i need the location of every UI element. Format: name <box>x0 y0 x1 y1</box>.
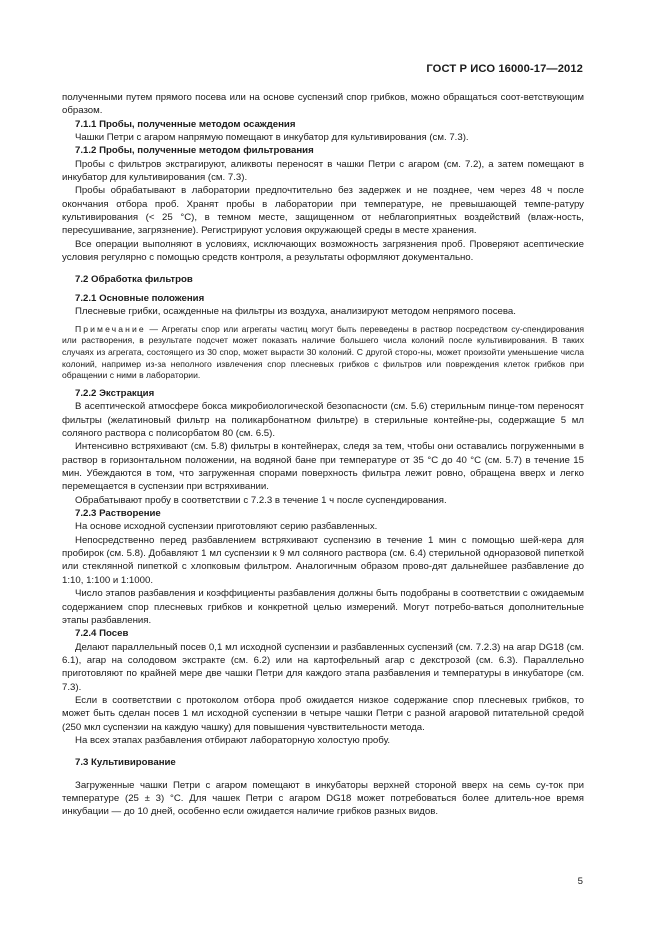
spacer <box>62 264 584 273</box>
note-text: — Агрегаты спор или агрегаты частиц могут быть переведены в раствор посредством су-спендирования или растворения, в результате подсчет может показать наличие большего числа колоний после культивирования. В таких случаях из агрегата, состоящего из 30 спор, может вырасти 30 колоний. С другой сторо-ны, может произойти уменьшение числа колоний, например из-за неполного извлечения спор плесневых грибков с фильтров или повреждения клеток грибков при обращении с ними в лаборатории. <box>62 323 584 381</box>
body-paragraph: Загруженные чашки Петри с агаром помещают в инкубаторы верхней стороной вверх на семь су-ток при температуре (25 ± 3) °С. Для чашек Петри с агаром DG18 может потребоваться более длитель-ное время инкубации — до 10 дней, особенно если ожидается наличие грибков разных видов. <box>62 779 584 818</box>
body-paragraph: Делают параллельный посев 0,1 мл исходной суспензии и разбавленных суспензий (см. 7.2.3) на агар DG18 (см. 6.1), агар на солодовом экстракте (см. 6.2) или на картофельный агар с декстрозой (см. 6.3). Параллельно приготовляют по крайней мере две чашки Петри для каждого этапа разбавления и температуры в инкубаторе (см. 7.3). <box>62 641 584 693</box>
body-paragraph: Обрабатывают пробу в соответствии с 7.2.3 в течение 1 ч после суспендирования. <box>75 494 447 506</box>
body-paragraph: Непосредственно перед разбавлением встряхивают суспензию в течение 1 мин с помощью шей-кера для пробирок (см. 5.8). Добавляют 1 мл суспензии к 9 мл соляного раствора (см. 6.4) стерильной одноразовой пипеткой или стеклянной пипеткой с хлопковым фильтром. Аналогичным образом прово-дят дальнейшее разбавление до 1:10, 1:100 и 1:1000. <box>62 534 584 586</box>
standard-header: ГОСТ Р ИСО 16000-17—2012 <box>426 63 583 75</box>
section-heading: 7.2 Обработка фильтров <box>75 274 193 286</box>
section-heading: 7.2.4 Посев <box>75 628 129 640</box>
body-paragraph: полученными путем прямого посева или на основе суспензий спор грибков, можно обращаться соот-ветствующим образом. <box>62 92 584 117</box>
body-paragraph: Если в соответствии с протоколом отбора проб ожидается низкое содержание спор плесневых грибков, то может быть сделан посев 1 мл исходной суспензии в четыре чашки Петри с разной агаровой питательной средой (250 мкл суспензии на каждую чашку) для повышения чувствительности метода. <box>62 694 584 733</box>
spacer <box>62 770 584 779</box>
page-number: 5 <box>577 876 583 887</box>
body-paragraph: Пробы с фильтров экстрагируют, аликвоты переносят в чашки Петри с агаром (см. 7.2), а затем помещают в инкубатор для культивирования (см. 7.3). <box>62 158 584 184</box>
body-paragraph: На всех этапах разбавления отбирают лабораторную холостую пробу. <box>75 734 391 746</box>
body-paragraph: Плесневые грибки, осажденные на фильтры из воздуха, анализируют методом непрямого посева. <box>75 306 516 318</box>
body-paragraph: Чашки Петри с агаром напрямую помещают в инкубатор для культивирования (см. 7.3). <box>75 132 469 144</box>
note-label: Примечание <box>75 323 146 334</box>
section-heading: 7.2.2 Экстракция <box>75 388 155 400</box>
document-body <box>62 91 584 819</box>
section-heading: 7.2.1 Основные положения <box>75 292 205 304</box>
note-paragraph <box>62 324 584 383</box>
body-paragraph: В асептической атмосфере бокса микробиологической безопасности (см. 5.6) стерильным пинце-том переносят фильтры (желатиновый фильтр на поликарбонатном фильтре) в стерильные контейне-ры, содержащие 5 мл соляного раствора с полисорбатом 80 (см. 6.5). <box>62 401 584 440</box>
body-paragraph: Интенсивно встряхивают (см. 5.8) фильтры в контейнерах, следя за тем, чтобы они оставались погруженными в раствор в горизонтальном положении, на водяной бане при температуре от 35 °С до 40 °С (см. 5.7) в течение 15 мин. Убеждаются в том, что загруженная спорами поверхность фильтра лежит ровно, обращена вверх и легко перемещается в суспензии при встряхивании. <box>62 441 584 493</box>
section-heading: 7.1.2 Пробы, полученные методом фильтрования <box>75 145 314 157</box>
body-paragraph: Все операции выполняют в условиях, исключающих возможность загрязнения проб. Проверяют асептические условия регулярно с помощью средств контроля, а результаты оформляют документально. <box>62 238 584 264</box>
body-paragraph: Пробы обрабатывают в лаборатории предпочтительно без задержек и не позднее, чем через 48 ч после окончания отбора проб. Хранят пробы в лаборатории при температуре, не превышающей темпе-ратуру культивирования (< 25 °С), в темном месте, защищенном от неблагоприятных воздействий (влаж-ность, пересушивание, загрязнение). Регистрируют условия окружающей среды в месте хранения. <box>62 185 584 237</box>
section-heading: 7.1.1 Пробы, полученные методом осаждения <box>75 118 296 130</box>
section-heading: 7.3 Культивирование <box>75 757 176 769</box>
body-paragraph: На основе исходной суспензии приготовляют серию разбавленных. <box>75 521 378 533</box>
section-heading: 7.2.3 Растворение <box>75 508 161 520</box>
spacer <box>62 747 584 756</box>
body-paragraph: Число этапов разбавления и коэффициенты разбавления должны быть подобраны в соответствии с ожидаемым содержанием спор плесневых грибков и конкретной целью измерений. Могут потребо-ваться дополнительные этапы разбавления. <box>62 588 584 626</box>
